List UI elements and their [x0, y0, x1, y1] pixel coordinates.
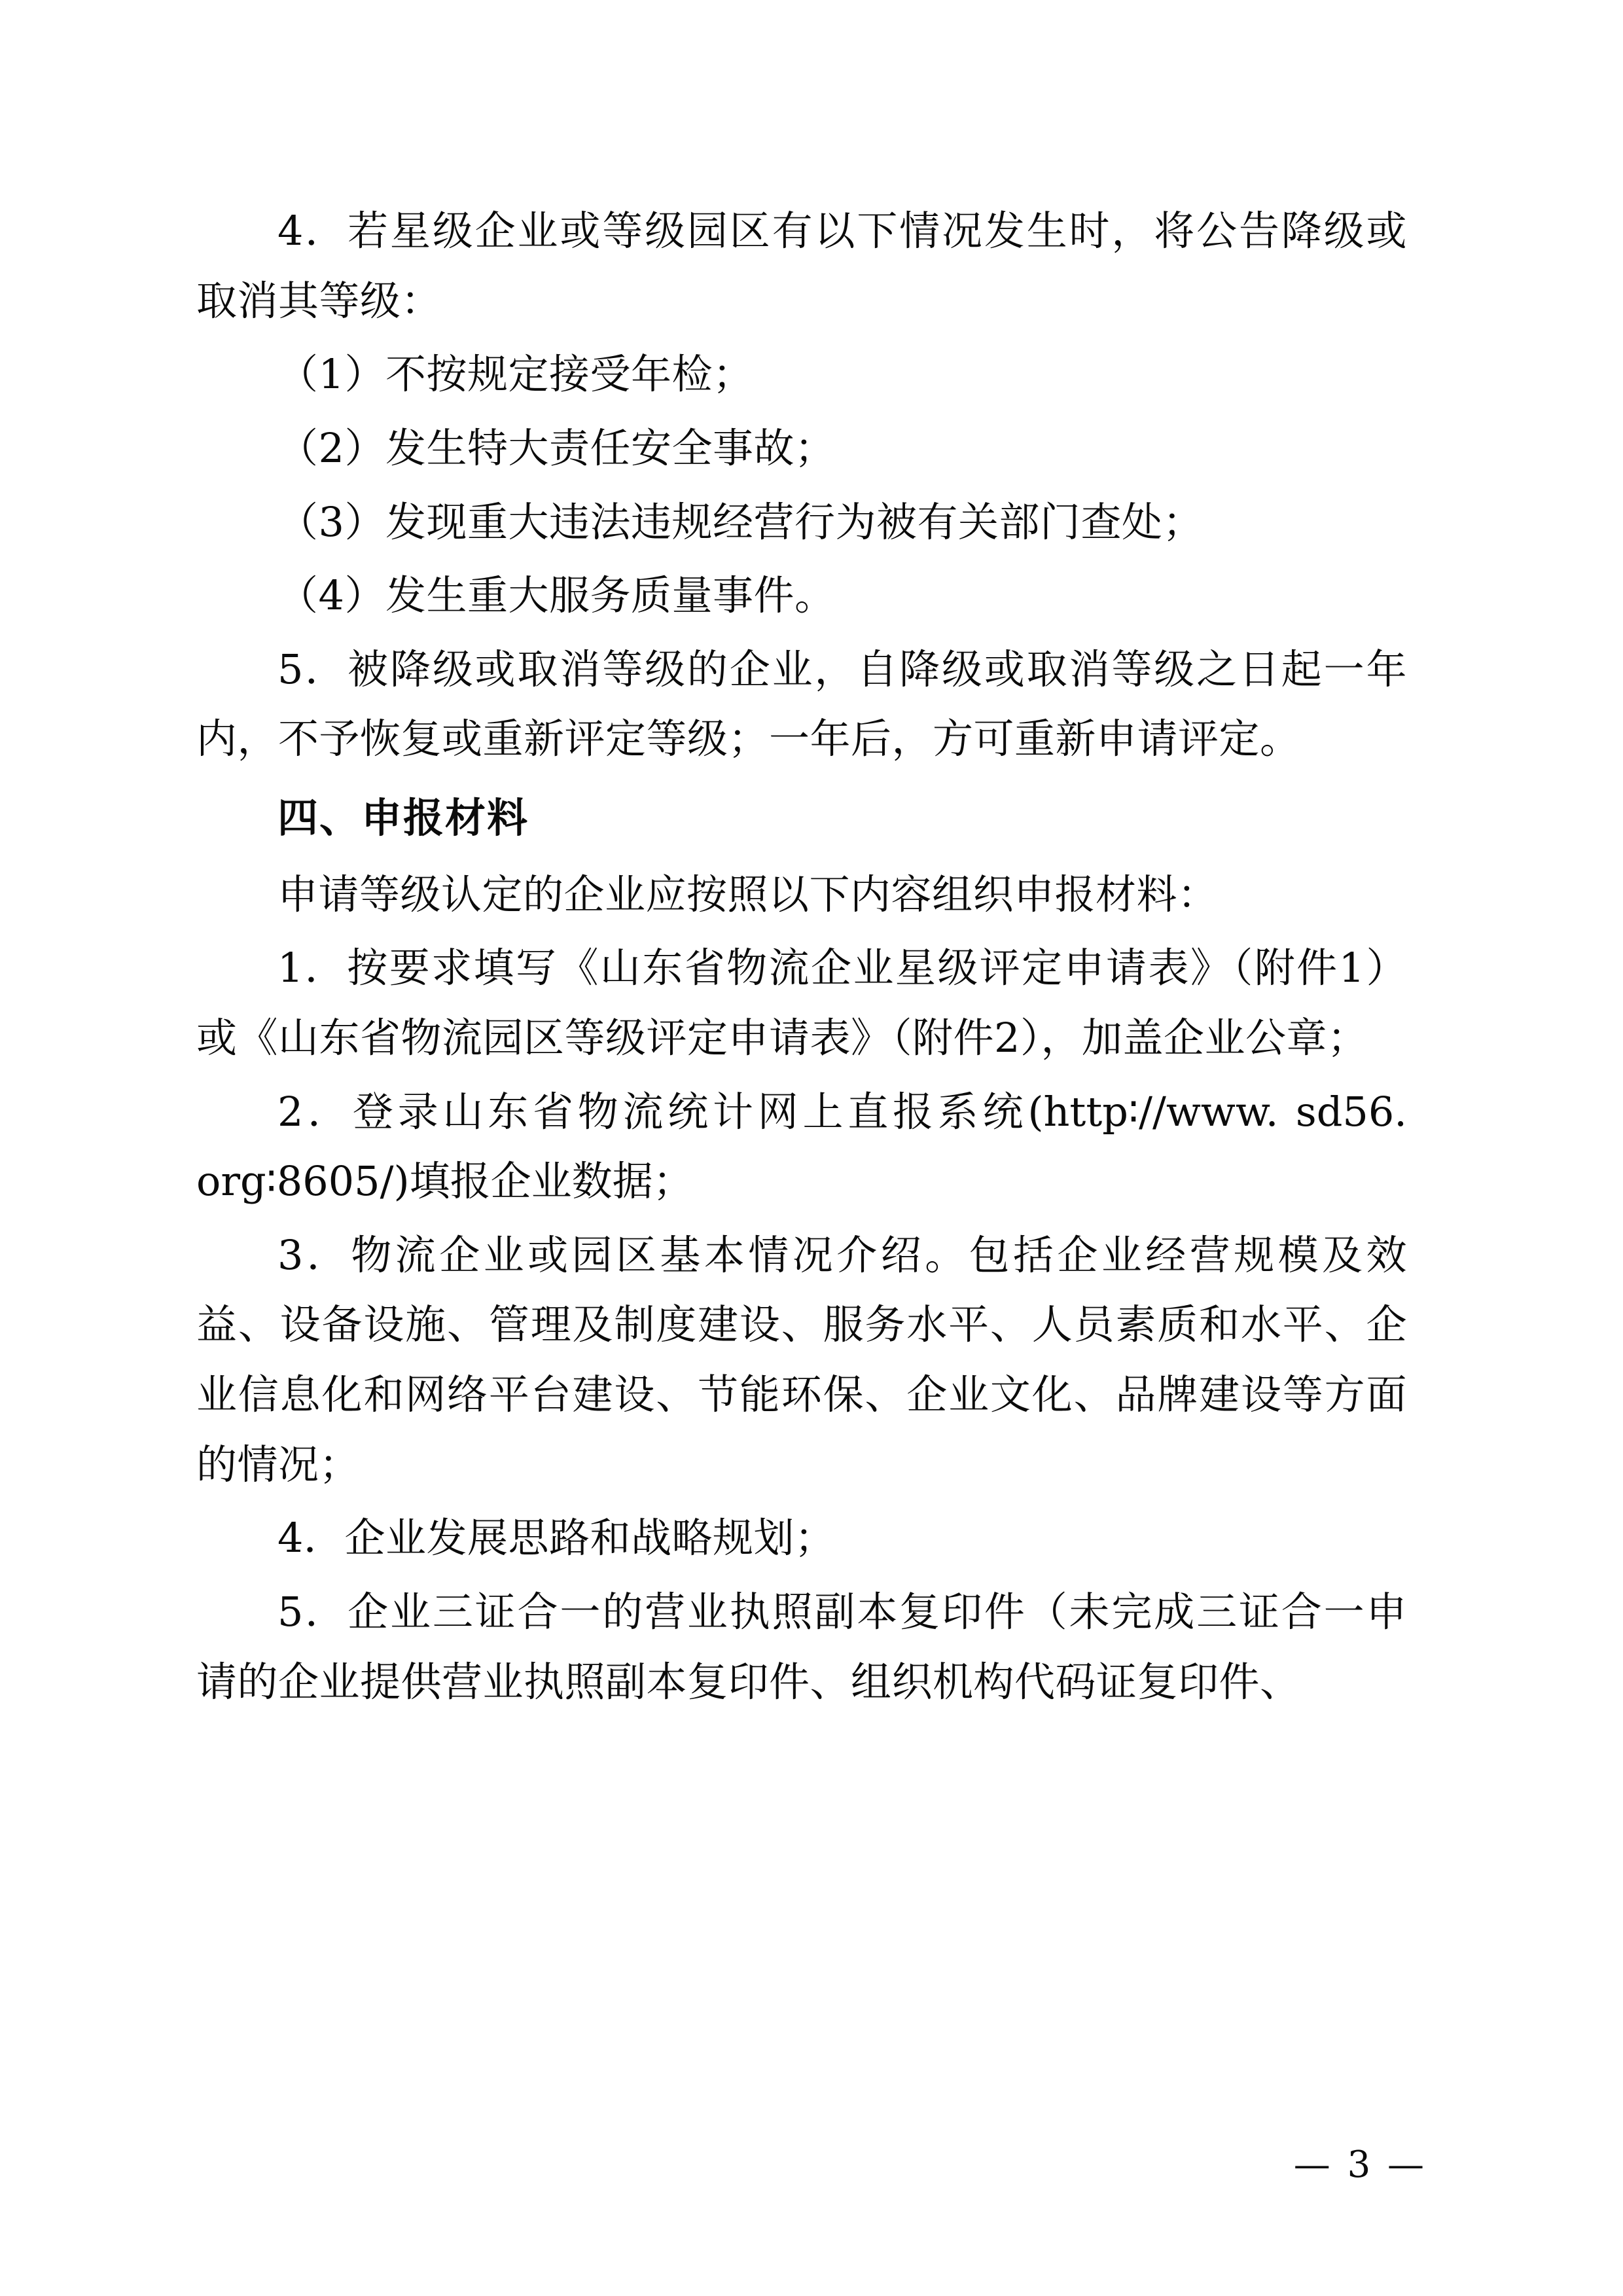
material-item-4: 4．企业发展思路和战略规划；: [277, 1514, 836, 1562]
paragraph-item-4-4: （4）发生重大服务质量事件。: [277, 571, 836, 620]
section-heading-four: 四、申报材料: [277, 794, 529, 842]
paragraph-item-4-3: （3）发现重大违法违规经营行为被有关部门查处；: [277, 497, 1204, 546]
material-item-1: 1．按要求填写《山东省物流企业星级评定申请表》（附件1）或《山东省物流园区等级评定申请表》（附件2），加盖企业公章；: [196, 944, 1407, 1062]
paragraph-item-4-2: （2）发生特大责任安全事故；: [277, 423, 836, 472]
material-item-2: 2．登录山东省物流统计网上直报系统(http∶//www. sd56. org∶8605/)填报企业数据；: [196, 1087, 1407, 1206]
paragraph-item-4-1: （1）不按规定接受年检；: [277, 350, 754, 399]
section-lead-text: 申请等级认定的企业应按照以下内容组织申报材料：: [277, 870, 1219, 918]
page-number: — 3 —: [1293, 2144, 1427, 2186]
paragraph-item-4-lead: 4．若星级企业或等级园区有以下情况发生时，将公告降级或取消其等级：: [196, 207, 1407, 325]
paragraph-item-5: 5．被降级或取消等级的企业，自降级或取消等级之日起一年内，不予恢复或重新评定等级；一年后，方可重新申请评定。: [196, 645, 1407, 763]
document-body: [196, 196, 1407, 1717]
material-item-3: 3．物流企业或园区基本情况介绍。包括企业经营规模及效益、设备设施、管理及制度建设、服务水平、人员素质和水平、企业信息化和网络平台建设、节能环保、企业文化、品牌建设等方面的情况；: [196, 1230, 1407, 1488]
material-item-5: 5．企业三证合一的营业执照副本复印件（未完成三证合一申请的企业提供营业执照副本复印件、组织机构代码证复印件、: [196, 1587, 1407, 1706]
